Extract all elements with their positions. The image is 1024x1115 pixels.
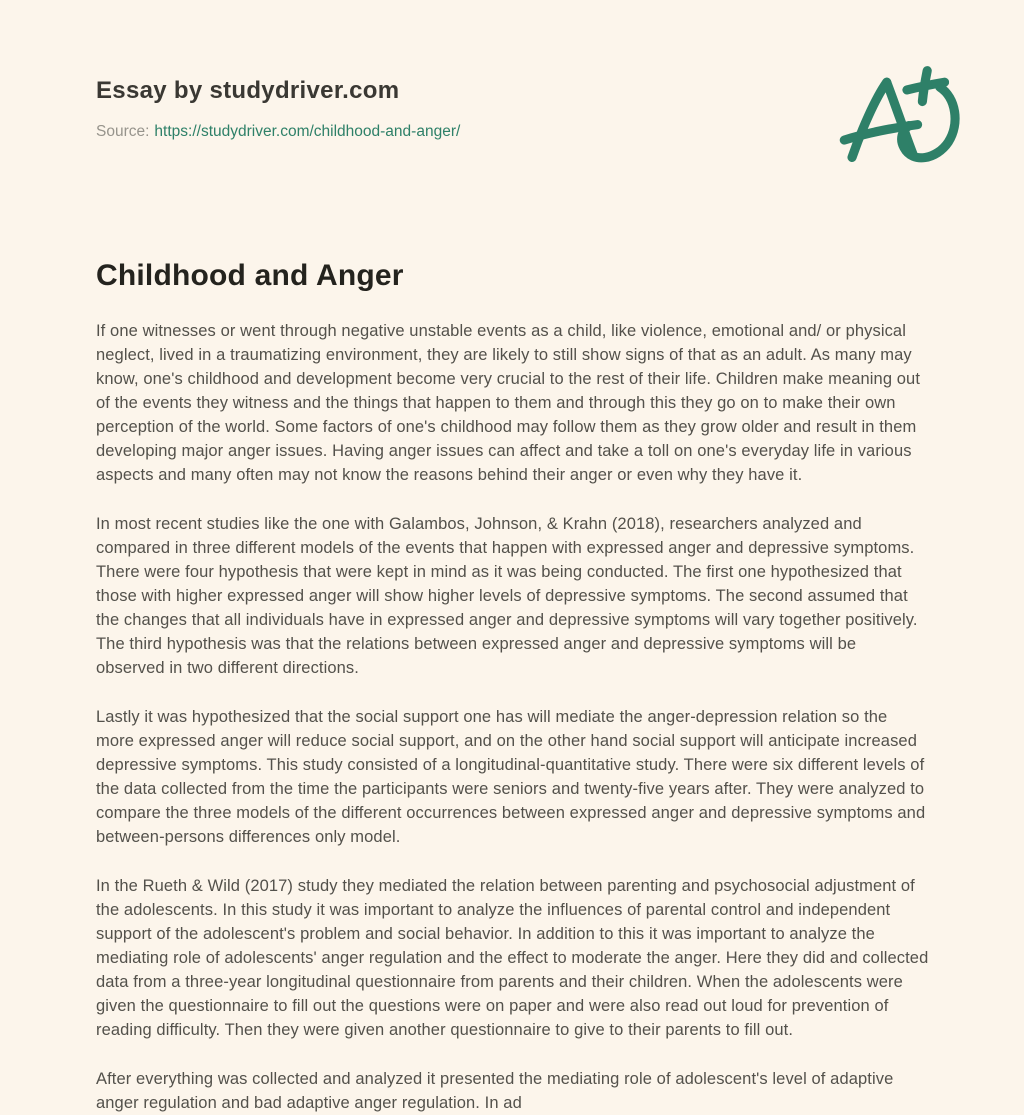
essay-paragraph: If one witnesses or went through negative unstable events as a child, like violence, emotional and/ or physical neglect, lived in a traumatizing environment, they are likely to still show signs of that as an adult. As many may know, one's childhood and development become very crucial to the rest of their life. Children make meaning out of the events they witness and the things that happen to them and through this they go on to make their own perception of the world. Some factors of one's childhood may follow them as they grow older and result in them developing major anger issues. Having anger issues can affect and take a toll on one's everyday life in various aspects and many often may not know the reasons behind their anger or even why they have it.	[96, 322, 921, 484]
header-title: Essay by studydriver.com	[96, 77, 400, 104]
studydriver-a-plus-logo-icon	[825, 62, 960, 168]
essay-body	[96, 319, 929, 1115]
source-link[interactable]: https://studydriver.com/childhood-and-anger/	[154, 123, 461, 140]
essay-paragraph: Lastly it was hypothesized that the social support one has will mediate the anger-depression relation so the more expressed anger will reduce social support, and on the other hand social support will anticipate increased depressive symptoms. This study consisted of a longitudinal-quantitative study. There were six different levels of the data collected from the time the participants were seniors and twenty-five years after. They were analyzed to compare the three models of the different occurrences between expressed anger and depressive symptoms and between-persons differences only model.	[96, 708, 926, 846]
source-line	[96, 122, 460, 142]
essay-content	[0, 258, 1024, 1115]
source-label: Source:	[96, 123, 150, 140]
essay-title: Childhood and Anger	[96, 259, 404, 292]
essay-paragraph: In most recent studies like the one with Galambos, Johnson, & Krahn (2018), researchers analyzed and compared in three different models of the events that happen with expressed anger and depressive symptoms. There were four hypothesis that were kept in mind as it was being conducted. The first one hypothesized that those with higher expressed anger will show higher levels of depressive symptoms. The second assumed that the changes that all individuals have in expressed anger and depressive symptoms will vary together positively. The third hypothesis was that the relations between expressed anger and depressive symptoms will be observed in two different directions.	[96, 515, 918, 677]
essay-paragraph: After everything was collected and analyzed it presented the mediating role of adolescent's level of adaptive anger regulation and bad adaptive anger regulation. In ad	[96, 1070, 894, 1112]
essay-paragraph: In the Rueth & Wild (2017) study they mediated the relation between parenting and psychosocial adjustment of the adolescents. In this study it was important to analyze the influences of parental control and independent support of the adolescent's problem and social behavior. In addition to this it was important to analyze the mediating role of adolescents' anger regulation and the effect to moderate the anger. Here they did and collected data from a three-year longitudinal questionnaire from parents and their children. When the adolescents were given the questionnaire to fill out the questions were on paper and were also read out loud for prevention of reading difficulty. Then they were given another questionnaire to give to their parents to fill out.	[96, 877, 929, 1039]
page-header	[0, 0, 1024, 168]
header-left	[96, 78, 460, 142]
